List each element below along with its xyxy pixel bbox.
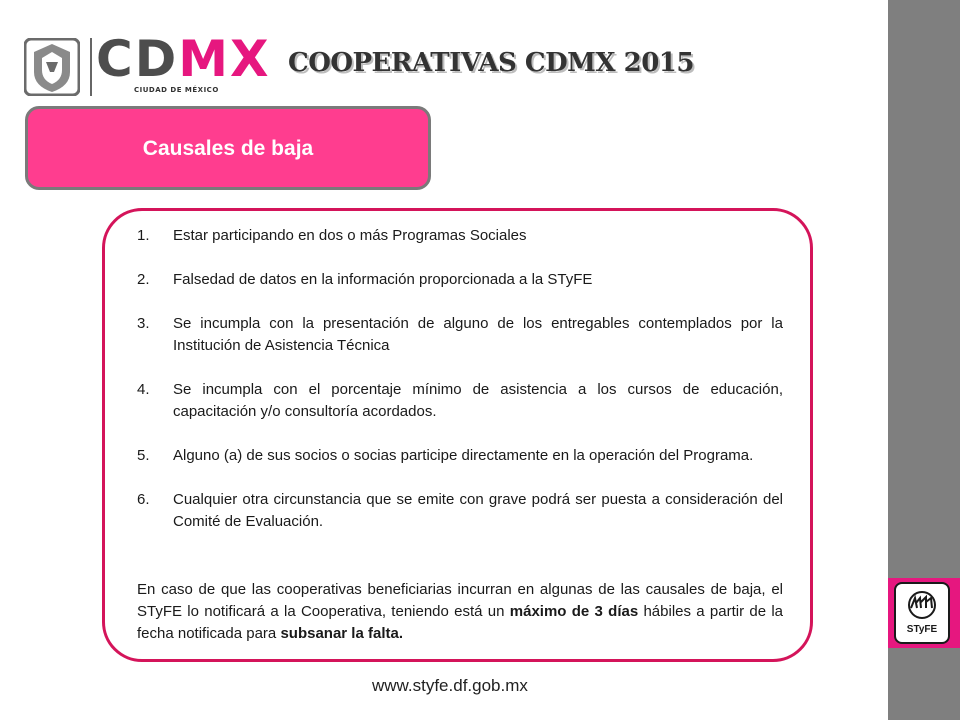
list-item: [137, 379, 783, 423]
item-text: Falsedad de datos en la información proporcionada a la STyFE: [173, 271, 593, 288]
list-item: [137, 225, 783, 247]
cdmx-logo: [96, 30, 271, 88]
styfe-logo: [888, 578, 960, 648]
item-number: 4.: [137, 381, 150, 398]
logo-subtitle: CIUDAD DE MÉXICO: [134, 86, 219, 94]
item-number: 3.: [137, 315, 150, 332]
styfe-people-icon: [904, 590, 940, 620]
note-text: hábiles a partir de la fecha notificada para: [137, 603, 783, 642]
closing-note: [137, 579, 783, 645]
banner-label: Causales de baja: [142, 137, 314, 160]
logo-mx: MX: [178, 30, 271, 88]
item-text: Se incumpla con el porcentaje mínimo de asistencia a los cursos de educación, capacitación y/o consultoría acordados.: [173, 381, 783, 420]
note-emphasis-deadline: máximo de 3 días: [509, 603, 639, 620]
list-item: [137, 489, 783, 533]
logo-cd: CD: [96, 30, 179, 88]
list-item: [137, 269, 783, 291]
causes-list: [137, 225, 783, 555]
item-number: 2.: [137, 271, 150, 288]
item-number: 5.: [137, 447, 150, 464]
website-link[interactable]: www.styfe.df.gob.mx: [372, 676, 528, 695]
styfe-logo-badge: [894, 582, 950, 644]
logo-divider: [90, 38, 92, 96]
content-box: [102, 208, 813, 662]
item-text: Estar participando en dos o más Programas Sociales: [173, 227, 527, 244]
city-emblem-icon: [24, 38, 80, 96]
section-banner: [25, 106, 431, 190]
item-text: Se incumpla con la presentación de alguno de los entregables contemplados por la Institución de Asistencia Técnica: [173, 315, 783, 354]
list-item: [137, 445, 783, 467]
item-number: 6.: [137, 491, 150, 508]
note-emphasis-action: subsanar la falta.: [280, 625, 403, 642]
styfe-logo-text: STyFE: [906, 624, 938, 635]
note-text: En caso de que las cooperativas beneficiarias incurran en algunas de las causales de baja, el STyFE lo notificará a la Cooperativa, teniendo está un: [137, 581, 783, 620]
item-text: Cualquier otra circunstancia que se emite con grave podrá ser puesta a consideración del Comité de Evaluación.: [173, 491, 783, 530]
item-number: 1.: [137, 227, 150, 244]
item-text: Alguno (a) de sus socios o socias participe directamente en la operación del Programa.: [173, 447, 754, 464]
page-title: COOPERATIVAS CDMX 2015: [288, 48, 694, 78]
list-item: [137, 313, 783, 357]
